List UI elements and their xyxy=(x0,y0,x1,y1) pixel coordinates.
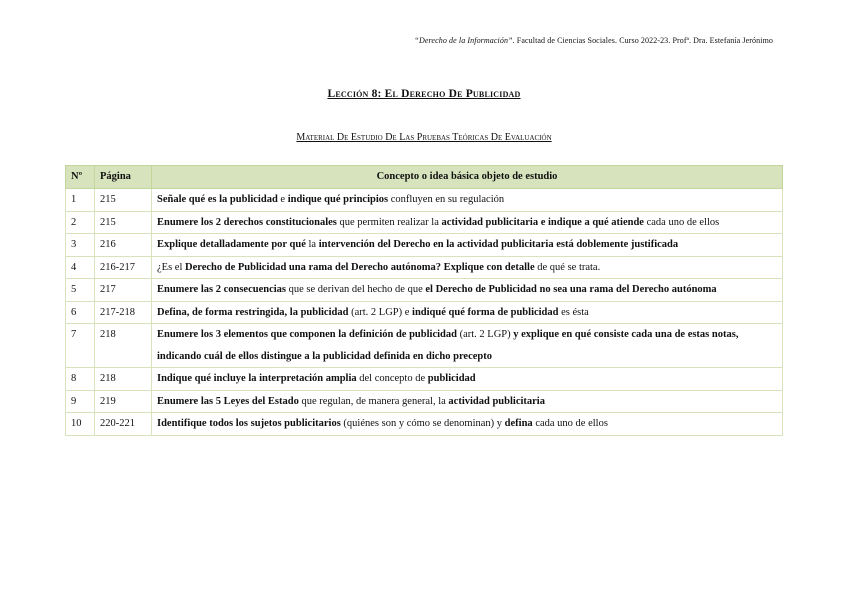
concept-text: (quiénes son y cómo se denominan) y xyxy=(340,418,505,429)
row-concept xyxy=(152,390,783,413)
row-page: 218 xyxy=(95,368,152,391)
row-concept xyxy=(152,256,783,279)
row-number: 7 xyxy=(66,324,95,368)
table-row xyxy=(66,301,783,324)
row-concept xyxy=(152,413,783,436)
header-concept: Concepto o idea básica objeto de estudio xyxy=(152,166,783,189)
concept-text: (art. 2 LGP) xyxy=(456,329,514,340)
row-concept xyxy=(152,368,783,391)
table-row xyxy=(66,413,783,436)
table-row xyxy=(66,324,783,368)
concept-emphasis: Señale qué es la publicidad xyxy=(157,194,278,205)
concept-text: e xyxy=(277,194,288,205)
concept-emphasis: actividad publicitaria e indique a qué atiende xyxy=(441,216,644,228)
row-page: 217 xyxy=(95,279,152,302)
row-number: 1 xyxy=(66,189,95,212)
header-page: Página xyxy=(95,166,152,189)
concept-text: cada uno de ellos xyxy=(532,418,608,429)
concept-text: que regulan, de manera general, la xyxy=(298,395,449,407)
concept-emphasis: Derecho de Publicidad una rama del Derecho autónoma? Explique con detalle xyxy=(185,261,535,273)
row-page: 219 xyxy=(95,390,152,413)
concept-text: ¿Es el xyxy=(157,261,185,273)
row-number: 4 xyxy=(66,256,95,279)
table-row xyxy=(66,211,783,234)
concept-emphasis: Indique qué incluye la interpretación amplia xyxy=(157,373,357,384)
row-concept xyxy=(152,234,783,257)
concept-emphasis: defina xyxy=(504,418,533,429)
concept-text: cada uno de ellos xyxy=(643,216,720,228)
row-page: 218 xyxy=(95,324,152,368)
row-concept xyxy=(152,324,783,368)
concept-emphasis: Identifique todos los sujetos publicitarios xyxy=(157,418,341,429)
table-row xyxy=(66,279,783,302)
concept-emphasis: Enumere los 2 derechos constitucionales xyxy=(157,216,337,228)
row-page: 216-217 xyxy=(95,256,152,279)
concept-emphasis: indique qué principios xyxy=(287,194,389,205)
concept-emphasis: indiqué qué forma de publicidad xyxy=(412,306,559,318)
table-row xyxy=(66,368,783,391)
row-concept xyxy=(152,301,783,324)
table-header-row xyxy=(66,166,783,189)
row-number: 3 xyxy=(66,234,95,257)
row-number: 9 xyxy=(66,390,95,413)
table-row xyxy=(66,189,783,212)
lesson-title: Lección 8: El Derecho De Publicidad xyxy=(327,88,521,100)
concept-emphasis: actividad publicitaria xyxy=(448,395,545,407)
course-details: . Facultad de Ciencias Sociales. Curso 2022-23. Profª. Dra. Estefanía Jerónimo xyxy=(512,36,773,45)
concept-text: que permiten realizar la xyxy=(336,216,442,228)
concept-text: (art. 2 LGP) e xyxy=(348,306,413,318)
concept-emphasis: Enumere las 2 consecuencias xyxy=(157,284,287,295)
concept-emphasis: Defina, de forma restringida, la publicidad xyxy=(157,306,349,318)
row-page: 215 xyxy=(95,211,152,234)
concept-text: es ésta xyxy=(558,306,589,318)
row-page: 220-221 xyxy=(95,413,152,436)
row-number: 6 xyxy=(66,301,95,324)
study-table xyxy=(65,165,783,436)
document-header xyxy=(414,36,773,45)
row-number: 10 xyxy=(66,413,95,436)
concept-emphasis: y explique en qué consiste cada una de estas notas, indicando cuál de ellos distingue a la publicidad definida en dicho precepto xyxy=(157,329,739,362)
row-concept xyxy=(152,279,783,302)
header-number: Nº xyxy=(66,166,95,189)
row-concept xyxy=(152,189,783,212)
concept-emphasis: Enumere las 5 Leyes del Estado xyxy=(157,395,299,407)
row-page: 215 xyxy=(95,189,152,212)
concept-emphasis: Enumere los 3 elementos que componen la definición de publicidad xyxy=(157,329,457,340)
concept-text: confluyen en su regulación xyxy=(388,194,505,205)
concept-emphasis: publicidad xyxy=(427,373,476,384)
row-page: 217-218 xyxy=(95,301,152,324)
lesson-subtitle: Material De Estudio De Las Pruebas Teóricas De Evaluación xyxy=(296,132,552,143)
concept-text: del concepto de xyxy=(356,373,428,384)
concept-emphasis: el Derecho de Publicidad no sea una rama del Derecho autónoma xyxy=(425,284,717,295)
row-number: 5 xyxy=(66,279,95,302)
row-concept xyxy=(152,211,783,234)
table-row xyxy=(66,234,783,257)
concept-emphasis: Explique detalladamente por qué xyxy=(157,239,306,250)
concept-text: de qué se trata. xyxy=(534,261,601,273)
row-number: 2 xyxy=(66,211,95,234)
row-number: 8 xyxy=(66,368,95,391)
concept-text: que se derivan del hecho de que xyxy=(286,284,426,295)
concept-emphasis: intervención del Derecho en la actividad publicitaria está doblemente justificada xyxy=(318,239,679,250)
row-page: 216 xyxy=(95,234,152,257)
table-row xyxy=(66,256,783,279)
table-row xyxy=(66,390,783,413)
concept-text: la xyxy=(305,239,319,250)
course-name: “Derecho de la Información” xyxy=(414,36,513,45)
